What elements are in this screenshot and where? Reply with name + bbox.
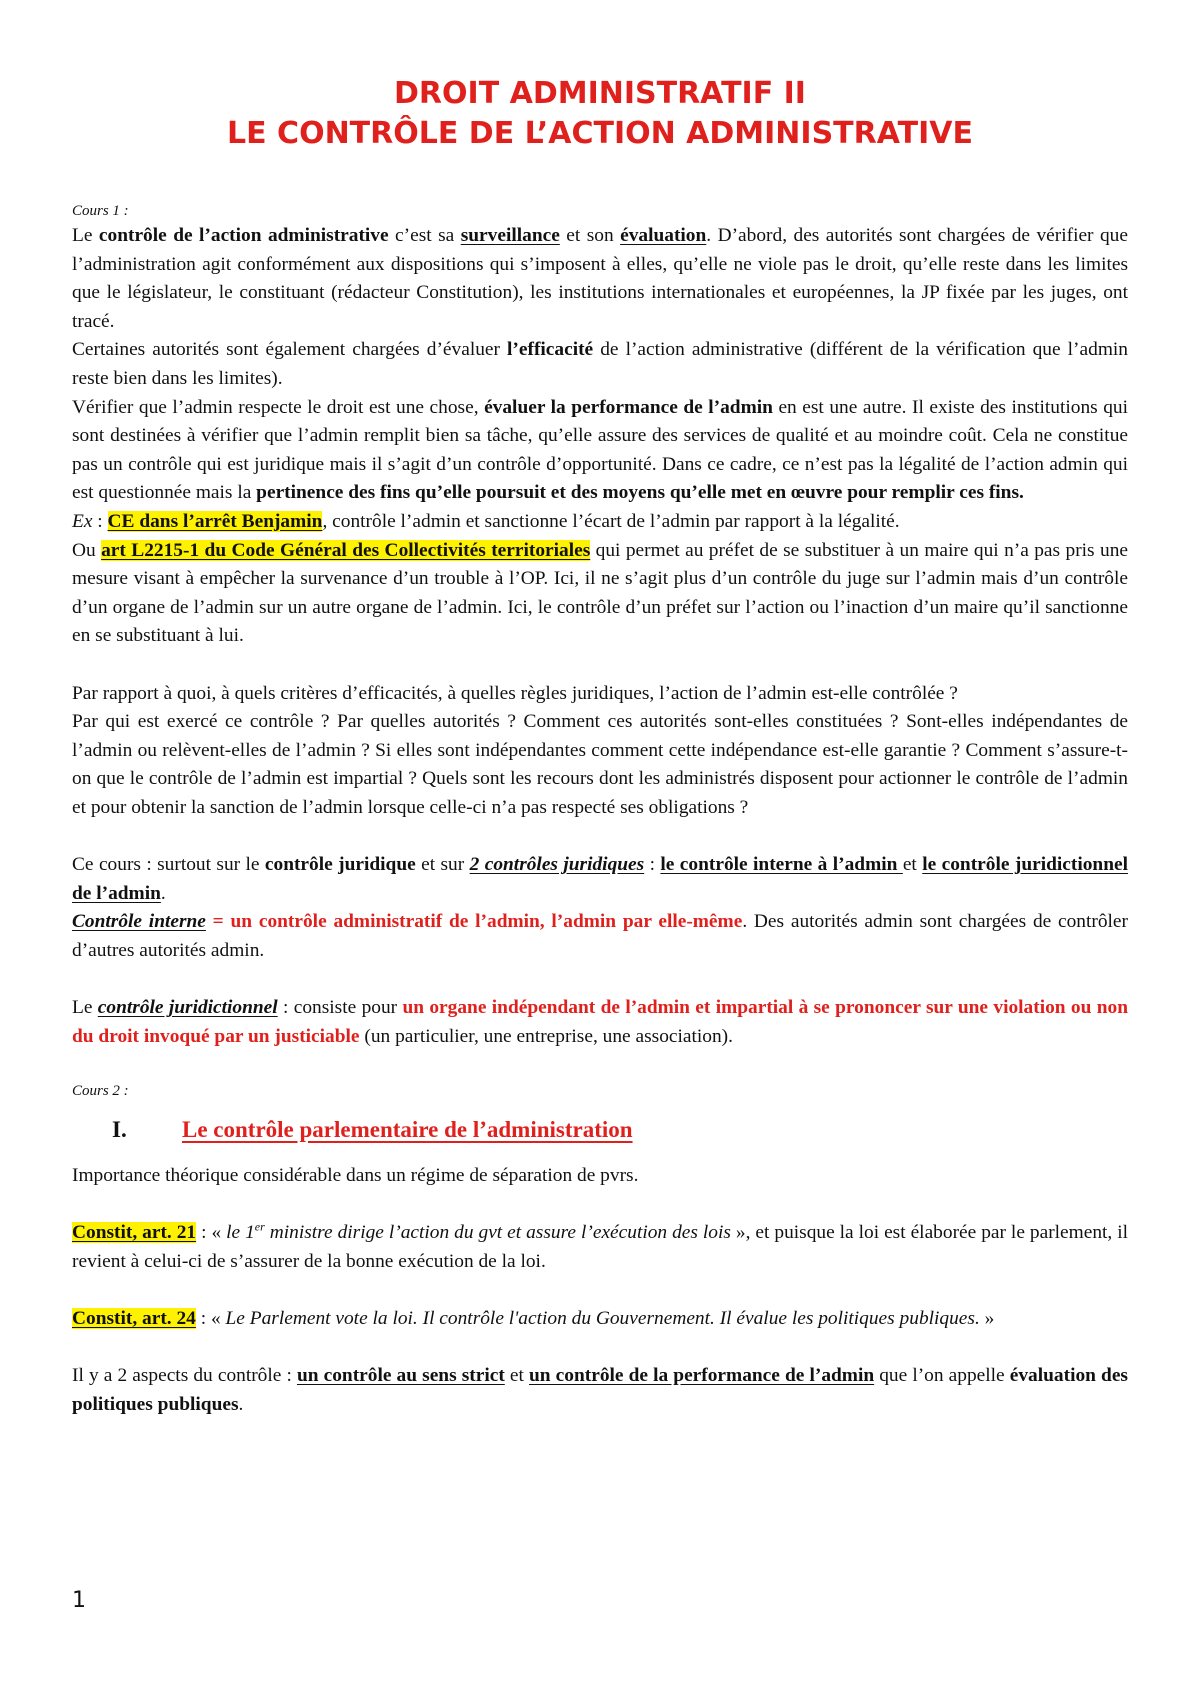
paragraph: Contrôle interne = un contrôle administratif de l’admin, l’admin par elle-même. Des autorités admin sont chargées de contrôler d’autres autorités admin. [72, 911, 1128, 961]
paragraph: Certaines autorités sont également chargées d’évaluer l’efficacité de l’action administrative (différent de la vérification que l’admin reste bien dans les limites). [72, 339, 1128, 389]
page-number: 1 [72, 1588, 86, 1613]
paragraph: Par qui est exercé ce contrôle ? Par quelles autorités ? Comment ces autorités sont-elles constituées ? Sont-elles indépendantes de l’admin ou relèvent-elles de l’admin ? Si elles sont indépendantes comment cette indépendance est-elle garantie ? Comment s’assure-t-on que le contrôle de l’admin est impartial ? Quels sont les recours dont les administrés disposent pour actionner le contrôle de l’admin et pour obtenir la sanction de l’admin lorsque celle-ci n’a pas respecté ses obligations ? [72, 711, 1128, 818]
section-heading-1 [72, 1114, 1128, 1146]
document-title [72, 74, 1128, 154]
paragraph: Le contrôle juridictionnel : consiste pour un organe indépendant de l’admin et impartial à se prononcer sur une violation ou non du droit invoqué par un justiciable (un particulier, une entreprise, une association). [72, 997, 1128, 1047]
highlight-constit-art-21: Constit, art. 21 [72, 1222, 197, 1243]
highlight-ce-benjamin: CE dans l’arrêt Benjamin [107, 510, 323, 532]
highlight-constit-art-24: Constit, art. 24 [72, 1307, 196, 1329]
paragraph: Ex : CE dans l’arrêt Benjamin, contrôle l’admin et sanctionne l’écart de l’admin par rapport à la légalité. [72, 510, 900, 532]
paragraph: Il y a 2 aspects du contrôle : un contrôle au sens strict et un contrôle de la performance de l’admin que l’on appelle évaluation des politiques publiques. [72, 1364, 1128, 1415]
section-title: Le contrôle parlementaire de l’administration [182, 1116, 633, 1142]
paragraph: Constit, art. 24 : « Le Parlement vote la loi. Il contrôle l'action du Gouvernement. Il évalue les politiques publiques. » [72, 1307, 995, 1329]
paragraph: Ce cours : surtout sur le contrôle juridique et sur 2 contrôles juridiques : le contrôle interne à l’admin et le contrôle juridictionnel de l’admin. [72, 854, 1128, 904]
title-line-1: DROIT ADMINISTRATIF II [394, 76, 806, 111]
cours-2-label: Cours 2 : [72, 1082, 129, 1099]
paragraph: Par rapport à quoi, à quels critères d’efficacités, à quelles règles juridiques, l’action de l’admin est-elle contrôlée ? [72, 682, 958, 704]
cours-1-label: Cours 1 : [72, 203, 129, 219]
section-number: I. [112, 1116, 127, 1142]
paragraph: Le contrôle de l’action administrative c’est sa surveillance et son évaluation. D’abord, des autorités sont chargées de vérifier que l’administration agit conformément aux dispositions qui s’imposent à elles, qu’elle ne viole pas le droit, qu’elle reste dans les limites que le législateur, le constituant (rédacteur Constitution), les institutions internationales et européennes, la JP fixée par les juges, ont tracé. [72, 225, 1128, 332]
paragraph: Constit, art. 21 : « le 1er ministre dirige l’action du gvt et assure l’exécution des lois », et puisque la loi est élaborée par le parlement, il revient à celui-ci de s’assurer de la bonne exécution de la loi. [72, 1219, 1129, 1272]
paragraph: Ou art L2215-1 du Code Général des Collectivités territoriales qui permet au préfet de se substituer à un maire qui n’a pas pris une mesure visant à empêcher la survenance d’un trouble à l’OP. Ici, il ne s’agit plus d’un contrôle du juge sur l’admin mais d’un contrôle d’un organe de l’admin sur un autre organe de l’admin. Ici, le contrôle d’un préfet sur l’action ou l’inaction d’un maire qu’il sanctionne en se substituant à lui. [72, 539, 1128, 647]
paragraph: Importance théorique considérable dans un régime de séparation de pvrs. [72, 1164, 639, 1186]
paragraph: Vérifier que l’admin respecte le droit est une chose, évaluer la performance de l’admin en est une autre. Il existe des institutions qui sont destinées à vérifier que l’admin remplit bien sa tâche, qu’elle assure des services de qualité et au moindre coût. Cela ne constitue pas un contrôle qui est juridique mais il s’agit d’un contrôle d’opportunité. Dans ce cadre, ce n’est pas la légalité de l’action admin qui est questionnée mais la pertinence des fins qu’elle poursuit et des moyens qu’elle met en œuvre pour remplir ces fins. [72, 396, 1128, 504]
page-content [72, 74, 1128, 1419]
title-line-2: LE CONTRÔLE DE L’ACTION ADMINISTRATIVE [227, 116, 973, 151]
highlight-art-l2215-1: art L2215-1 du Code Général des Collectivités territoriales [101, 539, 591, 561]
